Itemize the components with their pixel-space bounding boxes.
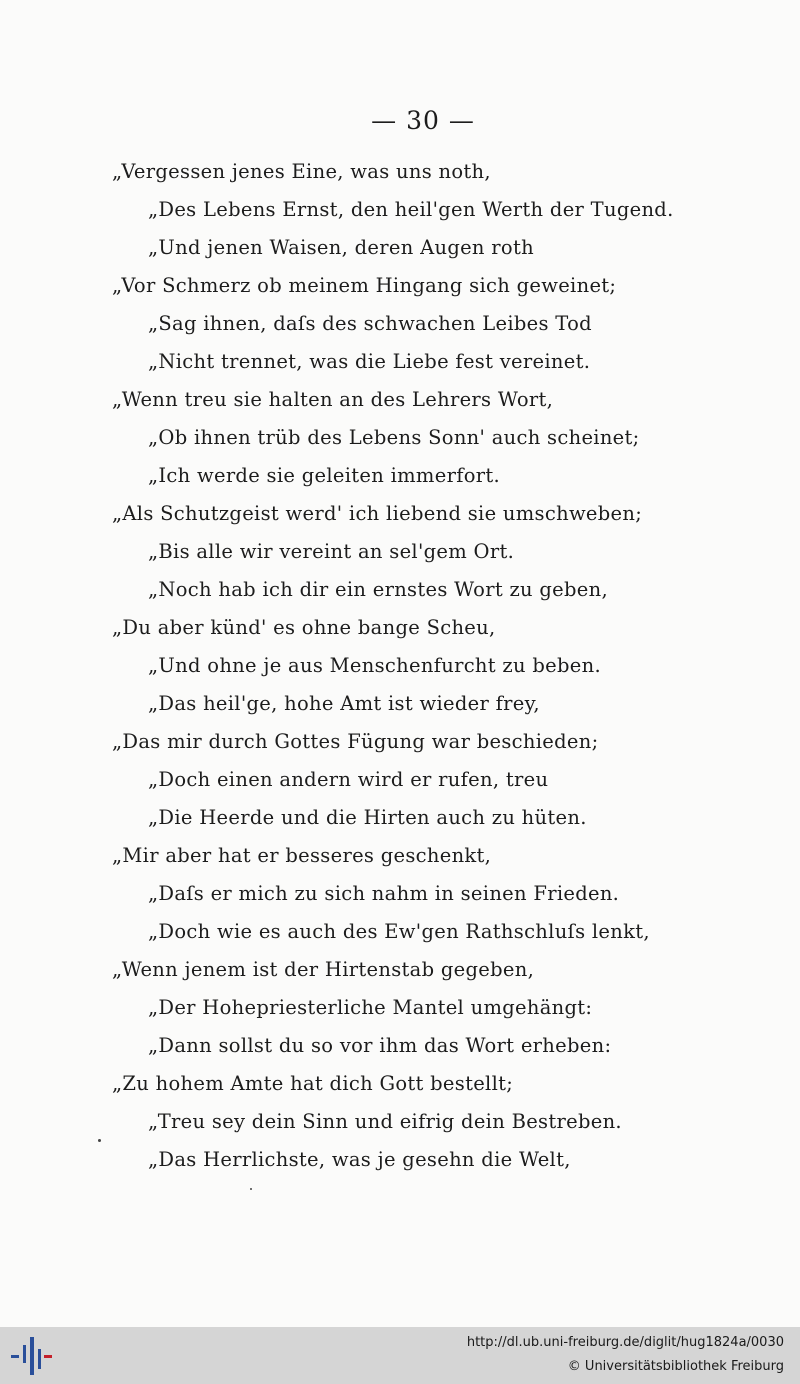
verse-line: „Als Schutzgeist werd' ich liebend sie umschweben; [112,502,643,525]
verse-line: „Mir aber hat er besseres geschenkt, [112,844,492,867]
copyright-notice: © Universitätsbibliothek Freiburg [567,1359,784,1374]
verse-line: „Des Lebens Ernst, den heil'gen Werth der Tugend. [148,198,674,221]
verse-line: „Zu hohem Amte hat dich Gott bestellt; [112,1072,514,1095]
verse-line: „Vor Schmerz ob meinem Hingang sich geweinet; [112,274,617,297]
verse-line: „Doch einen andern wird er rufen, treu [148,768,549,791]
verse-line: „Der Hohepriesterliche Mantel umgehängt: [148,996,593,1019]
print-speck [250,1188,252,1190]
ub-freiburg-logo-icon [11,1337,53,1375]
source-url-link[interactable]: http://dl.ub.uni-freiburg.de/diglit/hug1824a/0030 [466,1335,784,1350]
verse-line: „Und jenen Waisen, deren Augen roth [148,236,534,259]
print-speck [98,1139,101,1142]
verse-line: „Und ohne je aus Menschenfurcht zu beben. [148,654,601,677]
verse-line: „Das mir durch Gottes Fügung war beschieden; [112,730,599,753]
verse-line: „Wenn jenem ist der Hirtenstab gegeben, [112,958,535,981]
verse-line: „Sag ihnen, daſs des schwachen Leibes Tod [148,312,592,335]
verse-line: „Nicht trennet, was die Liebe fest vereinet. [148,350,591,373]
verse-line: „Vergessen jenes Eine, was uns noth, [112,160,491,183]
verse-line: „Noch hab ich dir ein ernstes Wort zu geben, [148,578,608,601]
page-number: — 30 — [371,106,475,135]
verse-line: „Daſs er mich zu sich nahm in seinen Frieden. [148,882,620,905]
verse-line: „Ob ihnen trüb des Lebens Sonn' auch scheinet; [148,426,640,449]
verse-line: „Bis alle wir vereint an sel'gem Ort. [148,540,515,563]
verse-line: „Das Herrlichste, was je gesehn die Welt, [148,1148,571,1171]
footer-bar [0,1327,800,1384]
verse-line: „Du aber künd' es ohne bange Scheu, [112,616,496,639]
verse-line: „Die Heerde und die Hirten auch zu hüten. [148,806,587,829]
verse-line: „Treu sey dein Sinn und eifrig dein Bestreben. [148,1110,622,1133]
verse-line: „Doch wie es auch des Ew'gen Rathschluſs lenkt, [148,920,650,943]
verse-line: „Dann sollst du so vor ihm das Wort erheben: [148,1034,612,1057]
verse-line: „Wenn treu sie halten an des Lehrers Wort, [112,388,554,411]
verse-line: „Ich werde sie geleiten immerfort. [148,464,501,487]
verse-line: „Das heil'ge, hohe Amt ist wieder frey, [148,692,540,715]
